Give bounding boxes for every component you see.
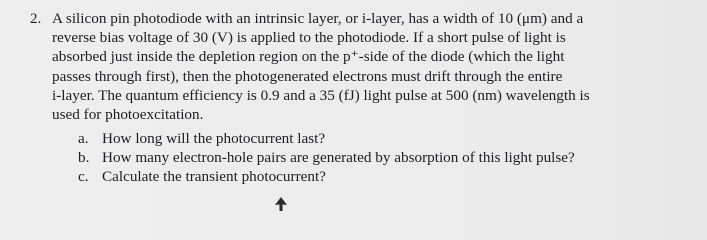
sub-question-text: How many electron-hole pairs are generated by absorption of this light pulse? (102, 149, 575, 167)
mouse-pointer-icon (275, 197, 287, 211)
problem-number: 2. (30, 11, 42, 27)
statement-line: used for photoexcitation. (52, 106, 204, 124)
statement-line: absorbed just inside the depletion region on the p⁺-side of the diode (which the light (52, 48, 565, 66)
sub-question-b (78, 148, 575, 167)
statement-line: A silicon pin photodiode with an intrinsic layer, or i-layer, has a width of 10 (μm) and a (52, 10, 584, 27)
sub-question-text: How long will the photocurrent last? (102, 130, 326, 147)
sub-question-c (78, 167, 575, 186)
sub-question-label: b. (78, 149, 90, 167)
sub-question-a (78, 129, 575, 148)
sub-question-label: a. (78, 130, 89, 147)
sub-questions (78, 129, 575, 187)
sub-question-text: Calculate the transient photocurrent? (102, 168, 326, 186)
problem-statement (52, 9, 702, 124)
statement-line: i-layer. The quantum efficiency is 0.9 and a 35 (fJ) light pulse at 500 (nm) wavelength is (52, 86, 590, 104)
statement-line: reverse bias voltage of 30 (V) is applied to the photodiode. If a short pulse of light is (52, 29, 566, 47)
statement-line: passes through first), then the photogenerated electrons must drift through the entire (52, 67, 563, 85)
sub-question-label: c. (78, 168, 89, 186)
